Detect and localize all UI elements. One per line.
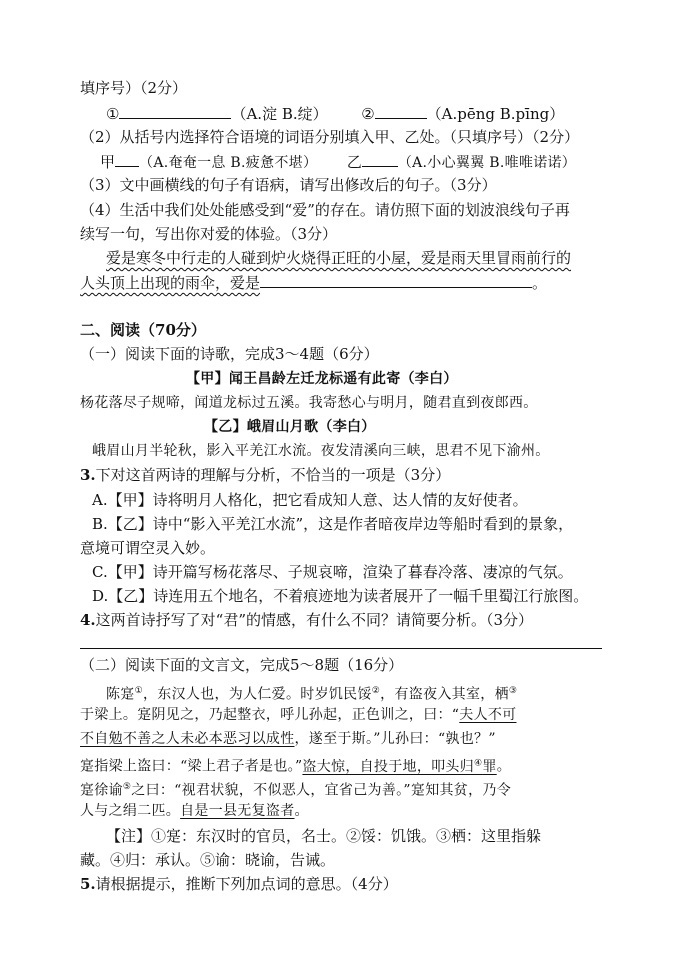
q1-options-row xyxy=(106,103,564,124)
q2-blank-yi[interactable] xyxy=(362,151,398,167)
q2-text: （2）从括号内选择符合语境的词语分别填入甲、乙处。（只填序号）（2分） xyxy=(80,128,580,146)
q4-text-2: 续写一句，写出你对爱的体验。（3分） xyxy=(80,225,338,243)
q2-yi-label: 乙 xyxy=(346,153,362,171)
q3-text: （3）文中画横线的句子有语病，请写出修改后的句子。（3分） xyxy=(80,176,497,194)
classical-underlined-1b: 不自勉不善之人未必本恶习以成性 xyxy=(80,731,295,747)
q4-example-2a: 人头顶上出现的雨伞，爱是 xyxy=(80,274,261,292)
q1-blank-1[interactable] xyxy=(119,103,231,119)
q3-stem: 下对这首两诗的理解与分析，不恰当的一项是（3分） xyxy=(95,466,451,484)
classical-line-4: 寔指梁上盗曰：“梁上君子者是也。”盗大惊，自投于地，叩头归④罪。 xyxy=(80,758,512,775)
poem2-title: 【乙】峨眉山月歌（李白） xyxy=(204,419,376,435)
q1-opt2-choices: （A.pēng B.pīng） xyxy=(426,105,565,123)
q4-stem: 这两首诗抒写了对“君”的情感，有什么不同？请简要分析。（3分） xyxy=(95,611,534,629)
classical-underlined-3: 自是一县无复盗者 xyxy=(180,803,295,819)
q5-stem-row xyxy=(80,874,398,894)
q4-text-1: （4）生活中我们处处能感受到“爱”的存在。请仿照下面的划波浪线句子再 xyxy=(80,201,570,219)
q3-option-c[interactable]: C.【甲】诗开篇写杨花落尽、子规哀啼，渲染了暮春冷落、凄凉的气氛。 xyxy=(92,563,573,581)
q1-opt2-num: ② xyxy=(361,105,375,123)
q4-example-1: 爱是寒冬中行走的人碰到炉火烧得正旺的小屋，爱是雨天里冒雨前行的 xyxy=(106,249,572,267)
note-2: 藏。④归：承认。⑤谕：晓谕，告诫。 xyxy=(80,851,336,869)
classical-line-2: 于梁上。寔阴见之，乃起整衣，呼儿孙起，正色训之，曰：“夫人不可 xyxy=(80,707,517,723)
classical-line-5: 寔徐谕⑤之曰：“视君状貌，不似恶人，宜省己为善。”寔知其贫，乃令 xyxy=(80,782,511,799)
q4-example-2b: 。 xyxy=(532,274,548,292)
q4-example-2 xyxy=(80,272,547,293)
classical-line-6: 人与之绢二匹。自是一县无复盗者。 xyxy=(80,803,309,819)
q4-number: 4. xyxy=(80,611,96,629)
q1-opt1-num: ① xyxy=(106,105,120,123)
note-1: 【注】①寔：东汉时的官员，名士。②馁：饥饿。③栖：这里指躲 xyxy=(106,827,542,845)
poem1-title: 【甲】闻王昌龄左迁龙标遥有此寄（李白） xyxy=(186,371,458,387)
q2-options-row xyxy=(100,151,576,173)
section2-title: 二、阅读（70分） xyxy=(80,321,206,339)
q3-option-d[interactable]: D.【乙】诗连用五个地名，不着痕迹地为读者展开了一幅千里蜀江行旅图。 xyxy=(92,587,589,605)
q2-blank-jia[interactable] xyxy=(115,151,139,167)
q1-opt1-choices: （A.淀 B.绽） xyxy=(231,105,328,123)
q3-option-b-2: 意境可谓空灵入妙。 xyxy=(80,539,216,557)
q1-blank-2[interactable] xyxy=(375,103,427,119)
q5-stem: 请根据提示，推断下列加点词的意思。（4分） xyxy=(95,875,398,893)
q2-jia-label: 甲 xyxy=(100,153,116,171)
q3-option-a[interactable]: A.【甲】诗将明月人格化，把它看成知人意、达人情的友好使者。 xyxy=(92,491,528,509)
poem2-text: 峨眉山月半轮秋，影入平羌江水流。夜发清溪向三峡，思君不见下渝州。 xyxy=(92,443,550,459)
q3-option-b-1[interactable]: B.【乙】诗中“影入平羌江水流”，这是作者暗夜岸边等船时看到的景象， xyxy=(92,515,574,533)
q2-yi-choices: （A.小心翼翼 B.唯唯诺诺） xyxy=(397,155,577,171)
q1-tail: 填序号）（2分） xyxy=(80,79,188,97)
classical-intro: （二）阅读下面的文言文，完成5～8题（16分） xyxy=(80,656,404,674)
q3-number: 3. xyxy=(80,466,96,484)
q4-answer-line[interactable] xyxy=(80,648,602,649)
q2-jia-choices: （A.奄奄一息 B.疲惫不堪） xyxy=(139,155,318,171)
classical-line-3: 不自勉不善之人未必本恶习以成性，遂至于斯。”儿孙曰：“孰也？” xyxy=(80,731,496,747)
q4-stem-row xyxy=(80,610,533,630)
q4-answer-blank[interactable] xyxy=(260,272,532,288)
q3-stem-row xyxy=(80,465,450,485)
classical-underlined-2: 盗大惊，自投于地，叩头归④罪 xyxy=(302,758,497,775)
classical-underlined-1a: 夫人不可 xyxy=(459,707,517,723)
poem-intro: （一）阅读下面的诗歌，完成3～4题（6分） xyxy=(80,345,379,363)
q5-number: 5. xyxy=(80,875,96,893)
classical-line-1: 陈寔①，东汉人也，为人仁爱。时岁饥民馁②，有盗夜入其室，栖③ xyxy=(106,686,518,703)
poem1-text: 杨花落尽子规啼，闻道龙标过五溪。我寄愁心与明月，随君直到夜郎西。 xyxy=(80,395,538,411)
